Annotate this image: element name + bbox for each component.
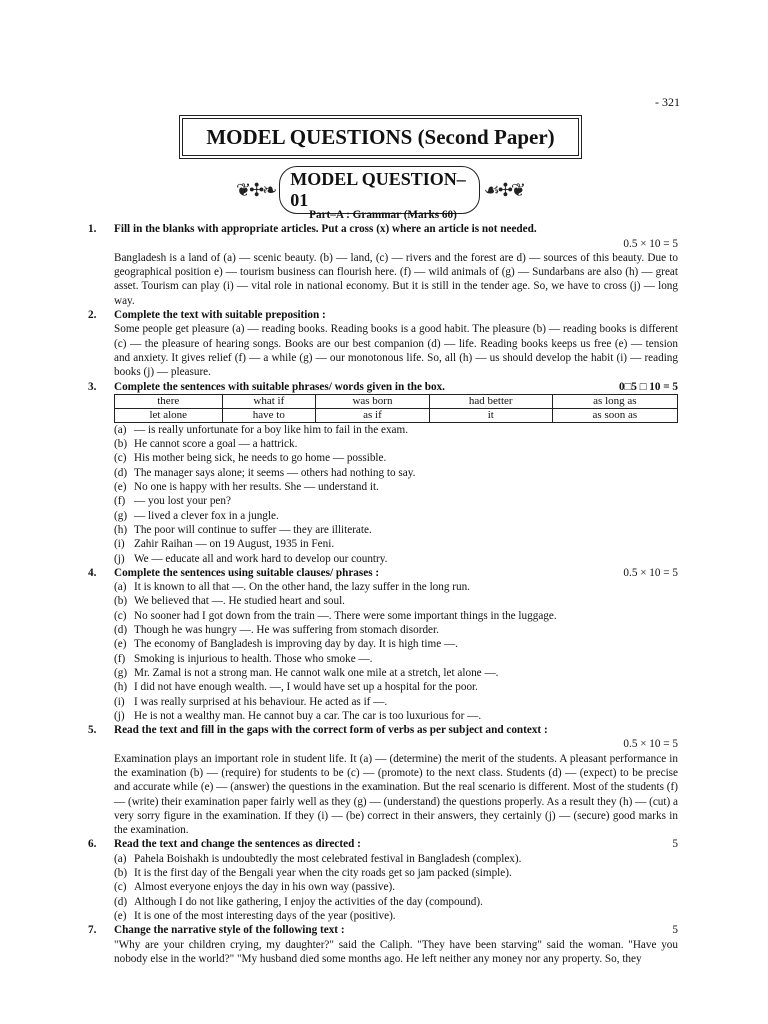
question-title: Complete the sentences using suitable clauses/ phrases : [114,566,380,579]
item-label: (c) [114,609,127,622]
list-item [88,552,678,566]
item-text: I did not have enough wealth. —, I would have set up a hospital for the poor. [134,681,478,694]
question-3-items [88,423,678,566]
word-box-table [114,394,678,423]
question-5-text: Examination plays an important role in student life. It (a) — (determine) the merit of the students. A pleasant performance in the examination (b) — (require) for students to be (c) — (promote) to the next class. Students (d) — (expect) to be precise and accurate while (e) — (answer) the questions in the examination. But the real scenario is different. Most of the students (f) — (write) their examination paper fairly well as they (g) — (understand) the questions properly. As a result they (h) — (cut) a very sorry figure in the examination. If they (i) — (be) correct in their answers, they certainly (j) — (secure) good marks in the examination. [114,752,678,837]
item-label: (d) [114,466,128,479]
item-label: (c) [114,452,127,465]
question-2-text: Some people get pleasure (a) — reading books. Reading books is a good habit. The pleasure (b) — reading books is different (c) — the pleasure of hearing songs. Books are our best companion (d) — life. Reading books keeps us free (e) — tension and anxiety. It gives relief (f) — a while (g) — our monotonous life. So, all (h) — us should develop the habit (i) — reading books (j) — pleasure. [114,323,678,379]
item-label: (e) [114,909,127,922]
item-label: (d) [114,895,128,908]
item-text: It is known to all that —. On the other hand, the lazy suffer in the long run. [134,581,470,594]
item-text: No one is happy with her results. She — understand it. [134,481,379,494]
question-7-heading [88,923,678,937]
word-box-cell: have to [222,408,316,422]
item-label: (f) [114,495,126,508]
model-question-banner [232,170,528,210]
word-box-row [115,408,678,422]
question-title: Complete the text with suitable preposition : [114,309,326,322]
question-4-items [88,580,678,723]
item-label: (c) [114,881,127,894]
question-number: 7. [88,924,97,937]
question-title: Fill in the blanks with appropriate articles. Put a cross (x) where an article is not needed. [114,223,537,236]
item-label: (j) [114,552,125,565]
question-4-heading [88,566,678,580]
right-ornament-icon: ☙✣❦ [483,179,524,200]
list-item [88,695,678,709]
item-text: The manager says alone; it seems — others had nothing to say. [134,466,416,479]
item-text: Almost everyone enjoys the day in his own way (passive). [134,881,395,894]
list-item [88,609,678,623]
word-box-cell: what if [222,394,316,408]
item-label: (j) [114,709,125,722]
list-item [88,652,678,666]
word-box-cell: was born [316,394,430,408]
item-text: Pahela Boishakh is undoubtedly the most celebrated festival in Bangladesh (complex). [134,852,522,865]
question-number: 5. [88,724,97,737]
item-text: Zahir Raihan — on 19 August, 1935 in Feni. [134,538,335,551]
question-title: Complete the sentences with suitable phrases/ words given in the box. [114,380,445,393]
list-item [88,666,678,680]
question-title: Read the text and fill in the gaps with the correct form of verbs as per subject and context : [114,724,548,737]
list-item [88,594,678,608]
question-content [88,208,678,966]
word-box-row [115,394,678,408]
item-text: His mother being sick, he needs to go home — possible. [134,452,387,465]
item-text: Although I do not like gathering, I enjoy the activities of the day (compound). [134,895,483,908]
list-item [88,494,678,508]
item-label: (b) [114,867,128,880]
model-question-title: MODEL QUESTION–01 [279,166,479,214]
item-label: (h) [114,523,128,536]
question-marks: 0.5 × 10 = 5 [623,237,678,250]
item-text: He is not a wealthy man. He cannot buy a car. The car is too luxurious for —. [134,709,482,722]
item-text: We believed that —. He studied heart and soul. [134,595,345,608]
question-number: 6. [88,838,97,851]
list-item [88,451,678,465]
question-number: 2. [88,309,97,322]
item-label: (i) [114,695,125,708]
item-label: (b) [114,438,128,451]
list-item [88,466,678,480]
word-box-cell: let alone [115,408,223,422]
question-marks: 0.5 × 10 = 5 [623,566,678,579]
question-title: Change the narrative style of the following text : [114,924,345,937]
item-label: (e) [114,481,127,494]
word-box-cell: as long as [552,394,677,408]
item-label: (a) [114,852,127,865]
question-marks: 0□5 □ 10 = 5 [618,380,678,393]
item-label: (a) [114,581,127,594]
list-item [88,537,678,551]
page-number: - 321 [655,95,680,109]
item-text: — is really unfortunate for a boy like him to fail in the exam. [134,423,409,436]
item-text: Mr. Zamal is not a strong man. He cannot walk one mile at a stretch, let alone —. [134,666,499,679]
question-number: 3. [88,380,97,393]
word-box-cell: there [115,394,223,408]
item-label: (f) [114,652,126,665]
list-item [88,423,678,437]
item-label: (i) [114,538,125,551]
item-text: I was really surprised at his behaviour. He acted as if —. [134,695,388,708]
word-box-cell: had better [429,394,552,408]
item-label: (g) [114,666,128,679]
question-5-heading [88,723,678,737]
word-box-cell: as if [316,408,430,422]
word-box-cell: as soon as [552,408,677,422]
question-1-text: Bangladesh is a land of (a) — scenic beauty. (b) — land, (c) — rivers and the forest are d) — sources of this beauty. Due to geographical position e) — tourism business can flourish here. (f) — wild animals of (g) — Sundarbans are also (h) — great asset. Tourism can play (i) — vital role in national economy. But it is still in the tender age. So, we have to cross (j) — long way. [114,251,678,307]
question-6-heading [88,837,678,851]
item-text: The economy of Bangladesh is improving day by day. It is high time —. [134,638,458,651]
list-item [88,880,678,894]
list-item [88,895,678,909]
question-number: 4. [88,566,97,579]
left-ornament-icon: ❦✣❧ [236,179,276,200]
list-item [88,866,678,880]
item-text: It is one of the most interesting days of the year (positive). [134,909,396,922]
list-item [88,852,678,866]
item-text: It is the first day of the Bengali year when the city roads get so jam packed (simple). [134,867,512,880]
item-label: (h) [114,681,128,694]
item-text: We — educate all and work hard to develop our country. [134,552,388,565]
question-3-heading [88,380,678,394]
item-text: No sooner had I got down from the train —. There were some important things in the luggage. [134,609,557,622]
question-marks: 5 [672,838,678,851]
question-number: 1. [88,223,97,236]
question-marks: 0.5 × 10 = 5 [623,738,678,751]
item-label: (a) [114,423,127,436]
item-text: Smoking is injurious to health. Those who smoke —. [134,652,373,665]
item-text: The poor will continue to suffer — they are illiterate. [134,523,372,536]
list-item [88,509,678,523]
list-item [88,623,678,637]
word-box-cell: it [429,408,552,422]
list-item [88,437,678,451]
item-text: — lived a clever fox in a jungle. [134,509,279,522]
item-label: (b) [114,595,128,608]
list-item [88,709,678,723]
item-label: (e) [114,638,127,651]
part-heading: Part–A : Grammar (Marks 60) [309,209,457,221]
item-label: (g) [114,509,128,522]
item-text: He cannot score a goal — a hattrick. [134,438,298,451]
question-2-heading [88,308,678,322]
list-item [88,909,678,923]
question-title: Read the text and change the sentences as directed : [114,838,361,851]
list-item [88,637,678,651]
question-7-text: "Why are your children crying, my daughter?" said the Caliph. "They have been starving" said the woman. "Have you nobody else in the world?" "My husband died some months ago. He left neither any money nor any property. So, they [114,938,678,965]
item-text: Though he was hungry —. He was suffering from stomach disorder. [134,624,439,637]
list-item [88,523,678,537]
page-title: MODEL QUESTIONS (Second Paper) [182,118,579,156]
question-1-heading [88,222,678,236]
item-label: (d) [114,624,128,637]
item-text: — you lost your pen? [134,495,231,508]
question-marks: 5 [672,924,678,937]
question-6-items [88,852,678,923]
list-item [88,580,678,594]
list-item [88,480,678,494]
list-item [88,680,678,694]
